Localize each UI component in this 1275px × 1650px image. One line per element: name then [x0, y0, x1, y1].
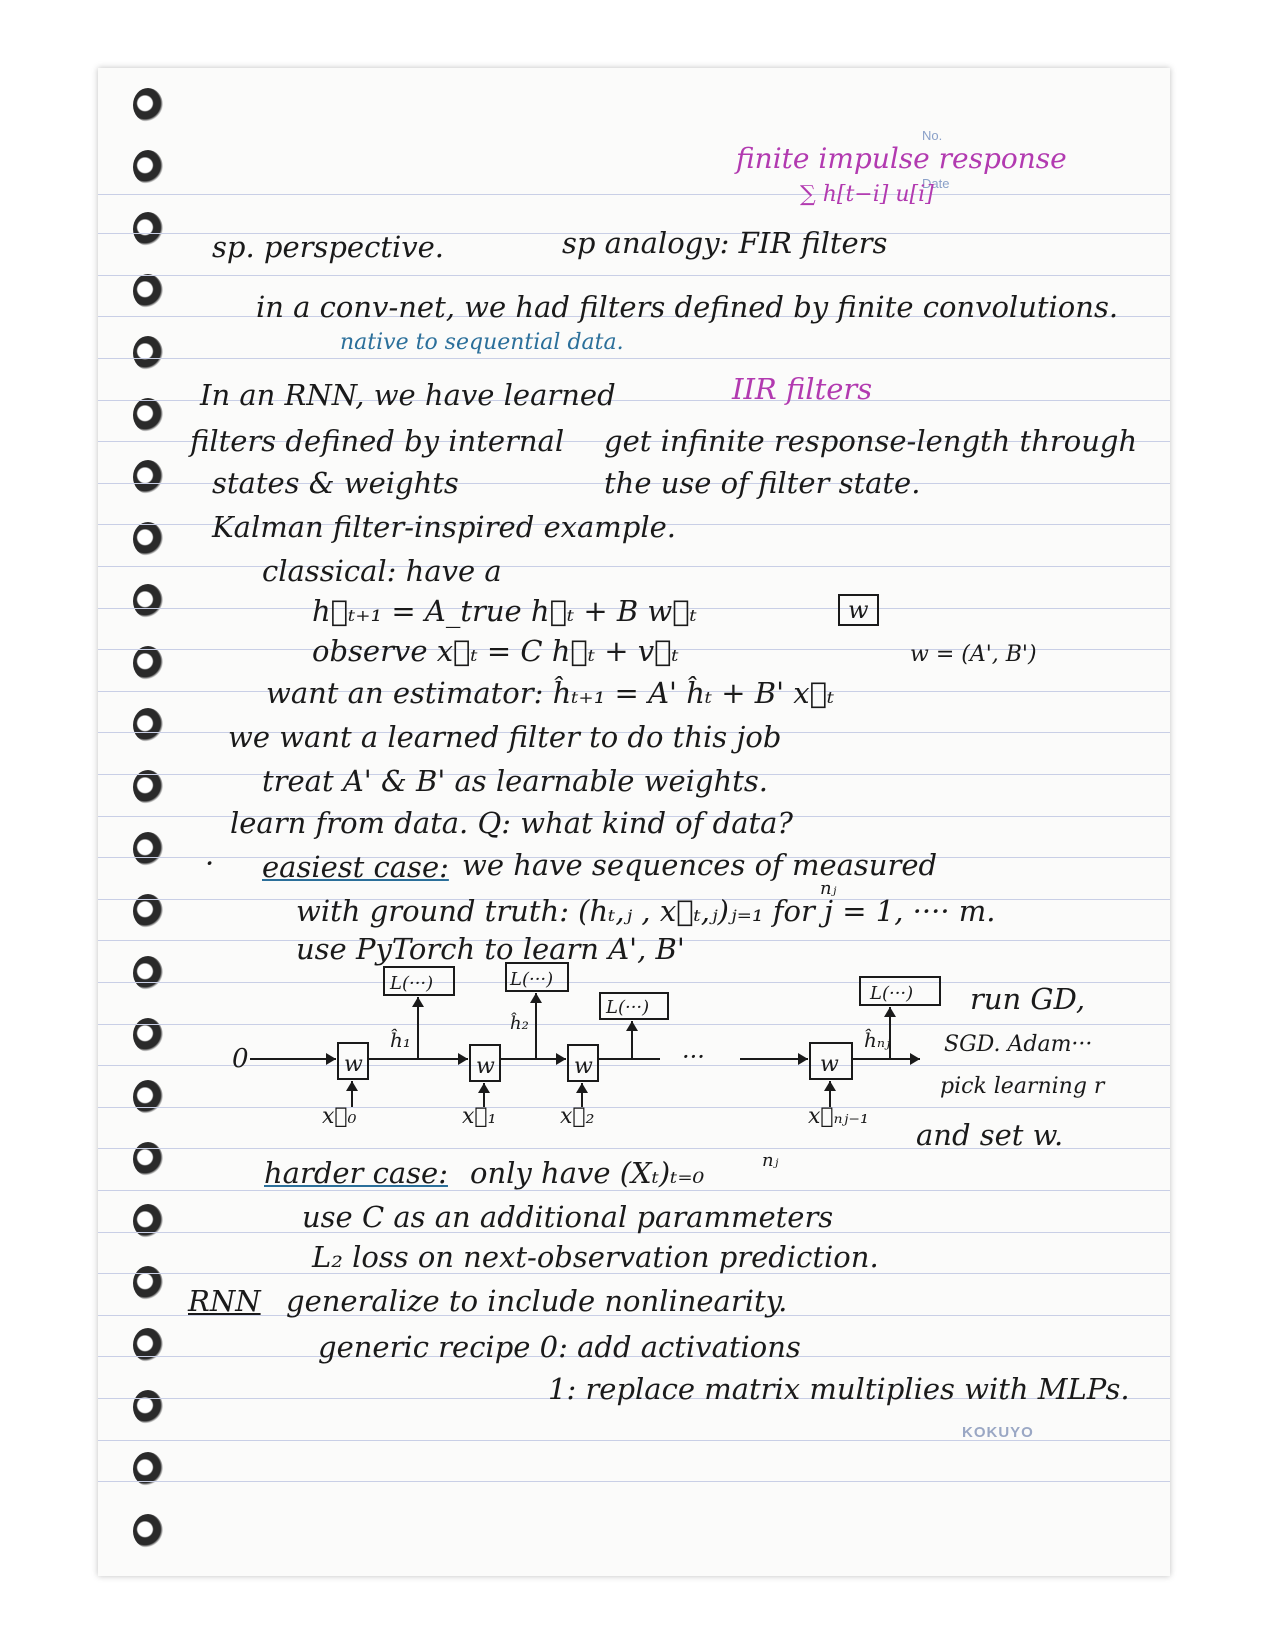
- line-estimator: want an estimator: ĥₜ₊₁ = A' ĥₜ + B' x⃗ₜ: [266, 676, 835, 710]
- diagram-loss-n: L(···): [870, 983, 914, 1004]
- line-harder-case-label: harder case:: [264, 1156, 448, 1190]
- line-harder-case-sup: nⱼ: [762, 1150, 779, 1171]
- line-rnn-learned: In an RNN, we have learned: [200, 378, 616, 412]
- fir-annotation: finite impulse response: [736, 142, 1067, 175]
- diagram-h2: ĥ₂: [510, 1013, 529, 1034]
- line-classical: classical: have a: [262, 554, 502, 588]
- diagram-hn: ĥₙⱼ: [864, 1028, 891, 1052]
- line-kalman: Kalman filter-inspired example.: [212, 510, 677, 544]
- line-convnet: in a conv-net, we had filters defined by finite convolutions.: [256, 290, 1119, 324]
- diagram-loss-2: L(···): [510, 969, 554, 990]
- bullet-dot: ·: [205, 846, 215, 880]
- side-note-set-w: and set w.: [916, 1118, 1064, 1152]
- line-learned-filter: we want a learned filter to do this job: [228, 720, 782, 754]
- brand-logo: KOKUYO: [962, 1424, 1034, 1441]
- line-recipe-0: generic recipe 0: add activations: [318, 1330, 801, 1364]
- diagram-w-n: w: [820, 1052, 839, 1077]
- line-ground-truth: with ground truth: (hₜ,ⱼ , x⃗ₜ,ⱼ)ⱼ₌₁ for j = 1, ···· m.: [296, 894, 996, 928]
- line-harder-case: only have (Xₜ)ₜ₌₀: [470, 1156, 705, 1190]
- w-box: w: [838, 594, 879, 626]
- fir-formula-annotation: ∑ h[t−i] u[i]: [800, 182, 934, 207]
- line-observe-equation: observe x⃗ₜ = C h⃗ₜ + v⃗ₜ: [312, 634, 679, 668]
- line-filter-state: the use of filter state.: [604, 466, 921, 500]
- line-state-equation: h⃗ₜ₊₁ = A_true h⃗ₜ + B w⃗ₜ: [312, 594, 697, 628]
- diagram-loss-1: L(···): [390, 973, 434, 994]
- diagram-loss-3: L(···): [606, 997, 650, 1018]
- diagram-x1: x⃗₁: [462, 1104, 497, 1129]
- diagram-h1: ĥ₁: [390, 1028, 411, 1052]
- side-note-learning-rate: pick learning r: [940, 1074, 1105, 1099]
- side-note-run-gd: run GD,: [970, 982, 1086, 1016]
- line-sp-perspective: sp. perspective.: [212, 230, 445, 264]
- line-learn-from-data: learn from data. Q: what kind of data?: [230, 806, 793, 840]
- line-infinite-response: get infinite response-length through: [604, 424, 1138, 458]
- diagram-x0: x⃗₀: [322, 1104, 357, 1129]
- line-iir-filters: IIR filters: [732, 372, 873, 406]
- header-no-label: No.: [922, 128, 943, 143]
- diagram-ellipsis: ···: [682, 1043, 705, 1071]
- diagram-x2: x⃗₂: [560, 1104, 595, 1129]
- line-filters-internal: filters defined by internal: [190, 424, 565, 458]
- line-sp-analogy: sp analogy: FIR filters: [562, 226, 888, 260]
- line-learnable-weights: treat A' & B' as learnable weights.: [262, 764, 768, 798]
- line-easiest-case: we have sequences of measured: [462, 848, 938, 882]
- line-generalize: generalize to include nonlinearity.: [286, 1284, 788, 1318]
- spiral-binding: [133, 88, 173, 1568]
- line-rnn-label: RNN: [188, 1284, 261, 1318]
- line-ground-truth-sup: nⱼ: [820, 878, 837, 899]
- diagram-xn: x⃗ₙⱼ₋₁: [808, 1104, 869, 1129]
- line-w-definition: w = (A', B'): [910, 642, 1037, 667]
- diagram-start-zero: 0: [232, 1044, 249, 1074]
- diagram-w-3: w: [574, 1054, 593, 1079]
- diagram-w-2: w: [476, 1054, 495, 1079]
- line-use-c: use C as an additional parammeters: [302, 1200, 834, 1234]
- line-recipe-1: 1: replace matrix multiplies with MLPs.: [548, 1372, 1130, 1406]
- header-date-label: Date: [922, 176, 950, 191]
- line-easiest-case-label: easiest case:: [262, 850, 449, 884]
- diagram-w-1: w: [344, 1052, 363, 1077]
- line-l2-loss: L₂ loss on next-observation prediction.: [312, 1240, 879, 1274]
- line-states-weights: states & weights: [212, 466, 459, 500]
- line-use-pytorch: use PyTorch to learn A', B': [296, 932, 685, 966]
- side-note-sgd-adam: SGD. Adam···: [944, 1032, 1093, 1057]
- native-annotation: native to sequential data.: [340, 330, 624, 355]
